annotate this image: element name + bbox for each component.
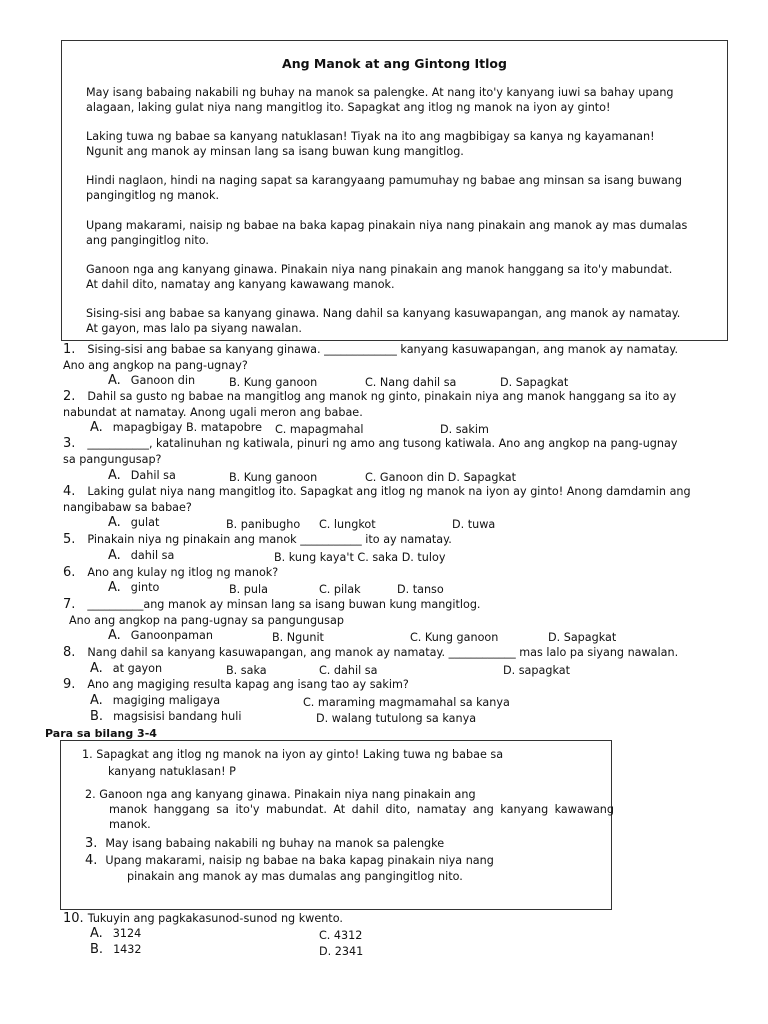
q8-option-d[interactable]: D. sapagkat xyxy=(503,664,570,677)
q9-option-c[interactable]: C. maraming magmamahal sa kanya xyxy=(303,696,510,709)
q3-option-a[interactable]: A. Dahil sa xyxy=(108,468,176,483)
q7-option-b[interactable]: B. Ngunit xyxy=(272,631,324,644)
sequence-item-2: 2. Ganoon nga ang kanyang ginawa. Pinakain niya nang pinakain ang manok hanggang sa ito'y mabundat. At dahil dito, namatay ang kanyang kawawang manok. xyxy=(85,788,614,831)
q2-option-d[interactable]: D. sakim xyxy=(440,423,489,436)
q5-option-bcd[interactable]: B. kung kaya't C. saka D. tuloy xyxy=(274,551,446,564)
q9-option-a[interactable]: A. magiging maligaya xyxy=(90,693,221,708)
q6-option-d[interactable]: D. tanso xyxy=(397,583,444,596)
question-10: 10. Tukuyin ang pagkakasunod-sunod ng kwento. xyxy=(63,911,343,926)
story-paragraph-4: Upang makarami, naisip ng babae na baka kapag pinakain niya nang pinakain ang manok ay mas dumalas ang pangingitlog nito. xyxy=(86,219,688,247)
question-1: 1. Sising-sisi ang babae sa kanyang ginawa. _____________ kanyang kasuwapangan, ang manok ay namatay. Ano ang angkop na pang-ugnay? xyxy=(63,342,679,372)
q7-option-c[interactable]: C. Kung ganoon xyxy=(410,631,499,644)
question-3: 3. ___________, katalinuhan ng katiwala, pinuri ng amo ang tusong katiwala. Ano ang angkop na pang-ugnay sa pangungusap? xyxy=(63,436,678,466)
question-8: 8. Nang dahil sa kanyang kasuwapangan, ang manok ay namatay. ____________ mas lalo pa siyang nawalan. xyxy=(63,645,679,660)
question-9: 9. Ano ang magiging resulta kapag ang isang tao ay sakim? xyxy=(63,677,409,692)
story-paragraph-2: Laking tuwa ng babae sa kanyang natuklasan! Tiyak na ito ang magbibigay sa kanya ng kayamanan! Ngunit ang manok ay minsan lang sa isang buwan kung mangitlog. xyxy=(86,130,655,158)
sequence-box xyxy=(60,740,612,910)
q1-option-b[interactable]: B. Kung ganoon xyxy=(229,376,318,389)
story-paragraph-5: Ganoon nga ang kanyang ginawa. Pinakain niya nang pinakain ang manok hanggang sa ito'y mabundat. At dahil dito, namatay ang kanyang kawawang manok. xyxy=(86,263,673,291)
story-paragraph-6: Sising-sisi ang babae sa kanyang ginawa. Nang dahil sa kanyang kasuwapangan, ang manok ay namatay. At gayon, mas lalo pa siyang nawalan. xyxy=(86,307,681,335)
q10-option-d[interactable]: D. 2341 xyxy=(319,945,364,958)
q10-option-b[interactable]: B. 1432 xyxy=(90,942,142,957)
q8-option-c[interactable]: C. dahil sa xyxy=(319,664,378,677)
q2-option-c[interactable]: C. mapagmahal xyxy=(275,423,364,436)
question-5: 5. Pinakain niya ng pinakain ang manok ___________ ito ay namatay. xyxy=(63,532,452,547)
question-6: 6. Ano ang kulay ng itlog ng manok? xyxy=(63,565,279,580)
sequence-item-1: 1. Sapagkat ang itlog ng manok na iyon ay ginto! Laking tuwa ng babae sa kanyang natuklasan! P xyxy=(82,748,504,778)
q1-option-a[interactable]: A. Ganoon din xyxy=(108,373,196,388)
q6-option-c[interactable]: C. pilak xyxy=(319,583,361,596)
q6-option-a[interactable]: A. ginto xyxy=(108,580,160,595)
q6-option-b[interactable]: B. pula xyxy=(229,583,268,596)
q4-option-b[interactable]: B. panibugho xyxy=(226,518,301,531)
q10-option-c[interactable]: C. 4312 xyxy=(319,929,363,942)
question-7: 7. __________ang manok ay minsan lang sa isang buwan kung mangitlog. Ano ang angkop na pang-ugnay sa pangungusap xyxy=(63,597,481,627)
q10-option-a[interactable]: A. 3124 xyxy=(90,926,142,941)
story-paragraph-3: Hindi naglaon, hindi na naging sapat sa karangyaang pamumuhay ng babae ang minsan sa isang buwang pangingitlog ng manok. xyxy=(86,174,682,202)
q2-option-a[interactable]: A. mapagbigay B. matapobre xyxy=(90,420,263,435)
story-title: Ang Manok at ang Gintong Itlog xyxy=(282,56,507,71)
q1-option-c[interactable]: C. Nang dahil sa xyxy=(365,376,457,389)
q3-option-b[interactable]: B. Kung ganoon xyxy=(229,471,318,484)
question-2: 2. Dahil sa gusto ng babae na mangitlog ang manok ng ginto, pinakain niya ang manok hanggang sa ito ay nabundat at namatay. Anong ugali meron ang babae. xyxy=(63,389,677,419)
section-label: Para sa bilang 3-4 xyxy=(45,727,157,740)
q4-option-c[interactable]: C. lungkot xyxy=(319,518,376,531)
sequence-item-4: 4. Upang makarami, naisip ng babae na baka kapag pinakain niya nang pinakain ang manok ay mas dumalas ang pangingitlog nito. xyxy=(85,853,494,883)
question-4: 4. Laking gulat niya nang mangitlog ito. Sapagkat ang itlog ng manok na iyon ay ginto! Anong damdamin ang nangibabaw sa babae? xyxy=(63,484,691,514)
q3-option-cd[interactable]: C. Ganoon din D. Sapagkat xyxy=(365,471,516,484)
q7-option-a[interactable]: A. Ganoonpaman xyxy=(108,628,213,643)
q5-option-a[interactable]: A. dahil sa xyxy=(108,548,175,563)
q7-option-d[interactable]: D. Sapagkat xyxy=(548,631,617,644)
q9-option-b[interactable]: B. magsisisi bandang huli xyxy=(90,709,242,724)
story-paragraph-1: May isang babaing nakabili ng buhay na manok sa palengke. At nang ito'y kanyang iuwi sa bahay upang alagaan, laking gulat niya nang mangitlog ito. Sapagkat ang itlog ng manok na iyon ay ginto! xyxy=(86,86,674,114)
sequence-item-3: 3. May isang babaing nakabili ng buhay na manok sa palengke xyxy=(85,836,445,851)
q1-option-d[interactable]: D. Sapagkat xyxy=(500,376,569,389)
q8-option-a[interactable]: A. at gayon xyxy=(90,661,163,676)
q9-option-d[interactable]: D. walang tutulong sa kanya xyxy=(316,712,477,725)
q4-option-d[interactable]: D. tuwa xyxy=(452,518,496,531)
q4-option-a[interactable]: A. gulat xyxy=(108,515,160,530)
story-box xyxy=(61,40,728,341)
q8-option-b[interactable]: B. saka xyxy=(226,664,267,677)
